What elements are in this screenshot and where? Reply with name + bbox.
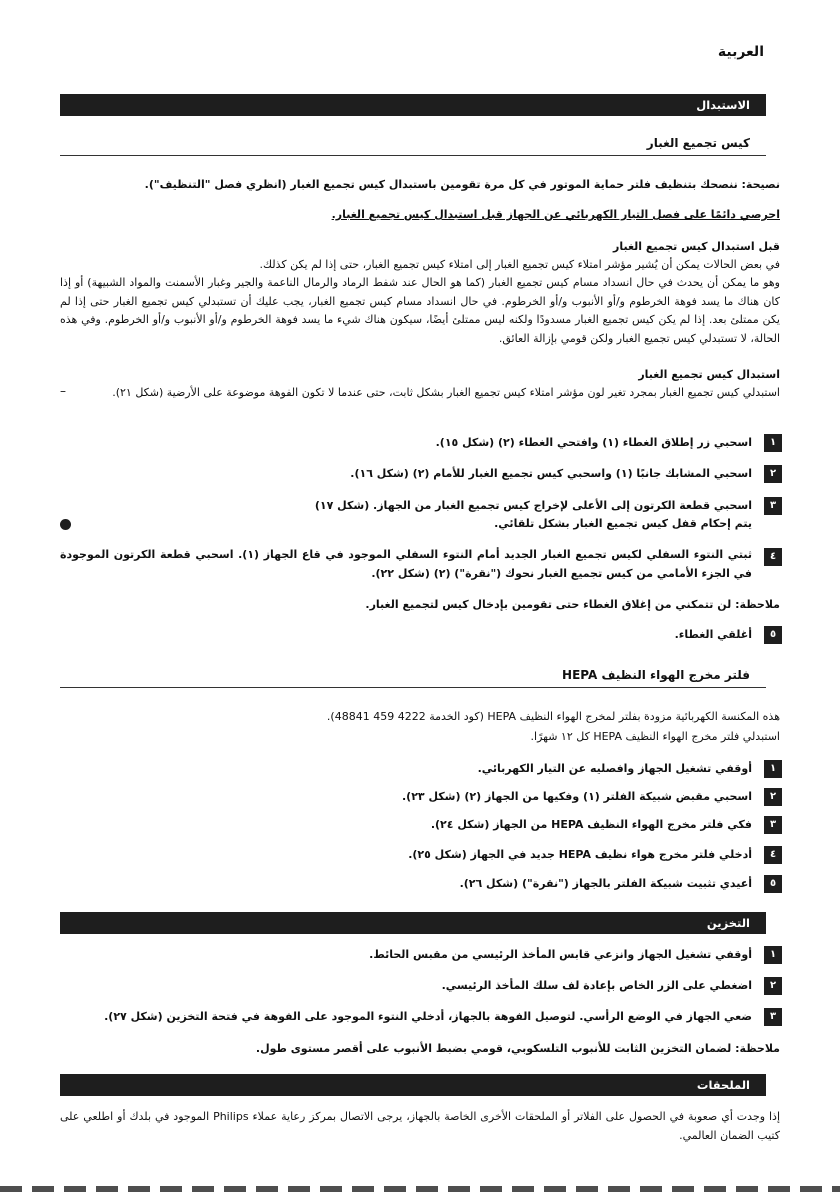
bullet-icon — [60, 519, 71, 530]
before-paragraph-2: وهو ما يمكن أن يحدث في حال انسداد مسام كيس تجميع الغبار (كما هو الحال عند شفط الرماد والرمال الناعمة والجير وغبار الأسمنت والمواد الشبيهة) أو إذا كان هناك ما يسد فوهة الخرطوم و/أو الأنبوب و/أو الخرطوم. في حال انسداد مسام كيس تجميع الغبار، يجب عليك أن تستبدلي كيس تجميع الغبار حتى إذا لم يكن ممتلئ بعد. إذا لم يكن كيس تجميع الغبار مسدودًا ولكنه ليس ممتلئ أيضًا، سيكون هناك شيء ما يسد فوهة الخرطوم و/أو الأنبوب و/أو الخرطوم. وفي هذه الحالة، لا تستبدلي كيس تجميع الغبار ولكن قومي بإزالة العائق. — [60, 276, 780, 345]
replace-heading: استبدال كيس تجميع الغبار — [638, 368, 780, 381]
step-text: اضغطي على الزر الخاص بإعادة لف سلك المأخذ الرئيسي. — [441, 979, 752, 992]
step-text: اسحبي زر إطلاق الغطاء (١) وافتحي الغطاء (٢) (شكل ١٥). — [435, 436, 752, 449]
dustbag-note: ملاحظة: لن تتمكني من إغلاق الغطاء حتى تقومين بإدخال كيس لتجميع الغبار. — [365, 598, 780, 611]
storage-step-1 — [62, 946, 782, 964]
step-text: أوقفي تشغيل الجهاز وافصليه عن التيار الكهربائي. — [477, 762, 752, 775]
subhead-dustbag — [60, 136, 766, 156]
step-text: اسحبي المشابك جانبًا (١) واسحبي كيس تجميع الغبار للأمام (٢) (شكل ١٦). — [350, 467, 752, 480]
hepa-step-3 — [62, 816, 782, 834]
step-text: اسحبي مقبض شبيكة الفلتر (١) وفكيها من الجهاز (٢) (شكل ٢٣). — [401, 790, 752, 803]
hepa-step-2 — [62, 788, 782, 806]
step-number: ٢ — [764, 465, 782, 483]
hepa-line-2: استبدلي فلتر مخرج الهواء النظيف HEPA كل ١٢ شهرًا. — [530, 730, 780, 743]
step-number: ٤ — [764, 846, 782, 864]
hepa-step-1 — [62, 760, 782, 778]
hepa-line-1: هذه المكنسة الكهربائية مزودة بفلتر لمخرج الهواء النظيف HEPA (كود الخدمة 4222 459 48841). — [326, 710, 780, 723]
dustbag-step-3 — [62, 497, 782, 515]
step-text: أعيدي تثبيت شبيكة الفلتر بالجهاز ("نقرة") (شكل ٢٦). — [459, 877, 752, 890]
section-bar-replacement: الاستبدال — [60, 94, 766, 116]
subhead-rule — [60, 687, 766, 688]
step-number: ١ — [764, 760, 782, 778]
step-text: فكي فلتر مخرج الهواء النظيف HEPA من الجهاز (شكل ٢٤). — [430, 818, 752, 831]
step-number: ٢ — [764, 788, 782, 806]
storage-note: ملاحظة: لضمان التخزين الثابت للأنبوب التلسكوبي، قومي بضبط الأنبوب على أقصر مستوى طول. — [255, 1042, 780, 1055]
section-bar-storage: التخزين — [60, 912, 766, 934]
step-number: ٢ — [764, 977, 782, 995]
step-number: ١ — [764, 434, 782, 452]
dustbag-step-2 — [62, 465, 782, 483]
warning-text: احرصي دائمًا على فصل التيار الكهربائي عن الجهاز قبل استبدال كيس تجميع الغبار. — [331, 208, 780, 221]
section-bar-accessories: الملحقات — [60, 1074, 766, 1096]
step-text: أوقفي تشغيل الجهاز وانزعي قابس المأخذ الرئيسي من مقبس الحائط. — [369, 948, 752, 961]
step-number: ٣ — [764, 497, 782, 515]
before-paragraph-1: في بعض الحالات يمكن أن يُشير مؤشر امتلاء كيس تجميع الغبار إلى امتلاء كيس تجميع الغبار، حتى إذا لم يكن كذلك. — [259, 258, 780, 271]
step3-bullet-text: يتم إحكام قفل كيس تجميع الغبار بشكل تلقائي. — [494, 517, 752, 530]
storage-step-2 — [62, 977, 782, 995]
tip-text: نصيحة: ننصحك بتنظيف فلتر حماية الموتور في كل مرة تقومين باستبدال كيس تجميع الغبار (انظري فصل "التنظيف"). — [144, 178, 780, 191]
hepa-step-5 — [62, 875, 782, 893]
storage-step-3-text: ضعي الجهاز في الوضع الرأسي. لتوصيل الفوهة بالجهاز، أدخلي النتوء الموجود على الفوهة في فتحة التخزين (شكل ٢٧). — [104, 1010, 752, 1023]
step-number: ١ — [764, 946, 782, 964]
hepa-step-4 — [62, 846, 782, 864]
step-number: ٥ — [764, 626, 782, 644]
subhead-hepa-label: فلتر مخرج الهواء النظيف HEPA — [562, 668, 750, 682]
replace-item: استبدلي كيس تجميع الغبار بمجرد تغير لون مؤشر امتلاء كيس تجميع الغبار بشكل ثابت، حتى عندما لا تكون الفوهة موضوعة على الأرضية (شكل ٢١). — [112, 386, 780, 399]
subhead-hepa — [60, 668, 766, 688]
step-text: أدخلي فلتر مخرج هواء نظيف HEPA جديد في الجهاز (شكل ٢٥). — [408, 848, 752, 861]
step-number: ٥ — [764, 875, 782, 893]
step-text: اسحبي قطعة الكرتون إلى الأعلى لإخراج كيس تجميع الغبار من الجهاز. (شكل ١٧) — [314, 499, 752, 512]
before-heading: قبل استبدال كيس تجميع الغبار — [612, 240, 780, 253]
dustbag-step-1 — [62, 434, 782, 452]
language-title: العربية — [717, 44, 764, 60]
accessories-text: إذا وجدت أي صعوبة في الحصول على الفلاتر أو الملحقات الأخرى الخاصة بالجهاز، يرجى الاتصال بمركز رعاية عملاء Philips الموجود في بلدك أو اطلعي على كتيب الضمان العالمي. — [60, 1110, 780, 1142]
dustbag-step-5 — [62, 626, 782, 644]
subhead-dustbag-label: كيس تجميع الغبار — [646, 136, 750, 150]
page-edge-marks — [0, 1186, 840, 1192]
dash-marker: – — [60, 384, 66, 398]
dustbag-step-4-text: ثبتي النتوء السفلي لكيس تجميع الغبار الجديد أمام النتوء السفلي الموجود في قاع الجهاز (١). اسحبي قطعة الكرتون الموجودة في الجزء الأمامي من كيس تجميع الغبار نحوك ("نقرة") (٢) (شكل ٢٢). — [60, 548, 752, 580]
step-number: ٣ — [764, 816, 782, 834]
storage-step-3-number: ٣ — [764, 1008, 782, 1026]
subhead-rule — [60, 155, 766, 156]
step-text: أغلقي الغطاء. — [674, 628, 752, 641]
dustbag-step-4-number: ٤ — [764, 548, 782, 566]
